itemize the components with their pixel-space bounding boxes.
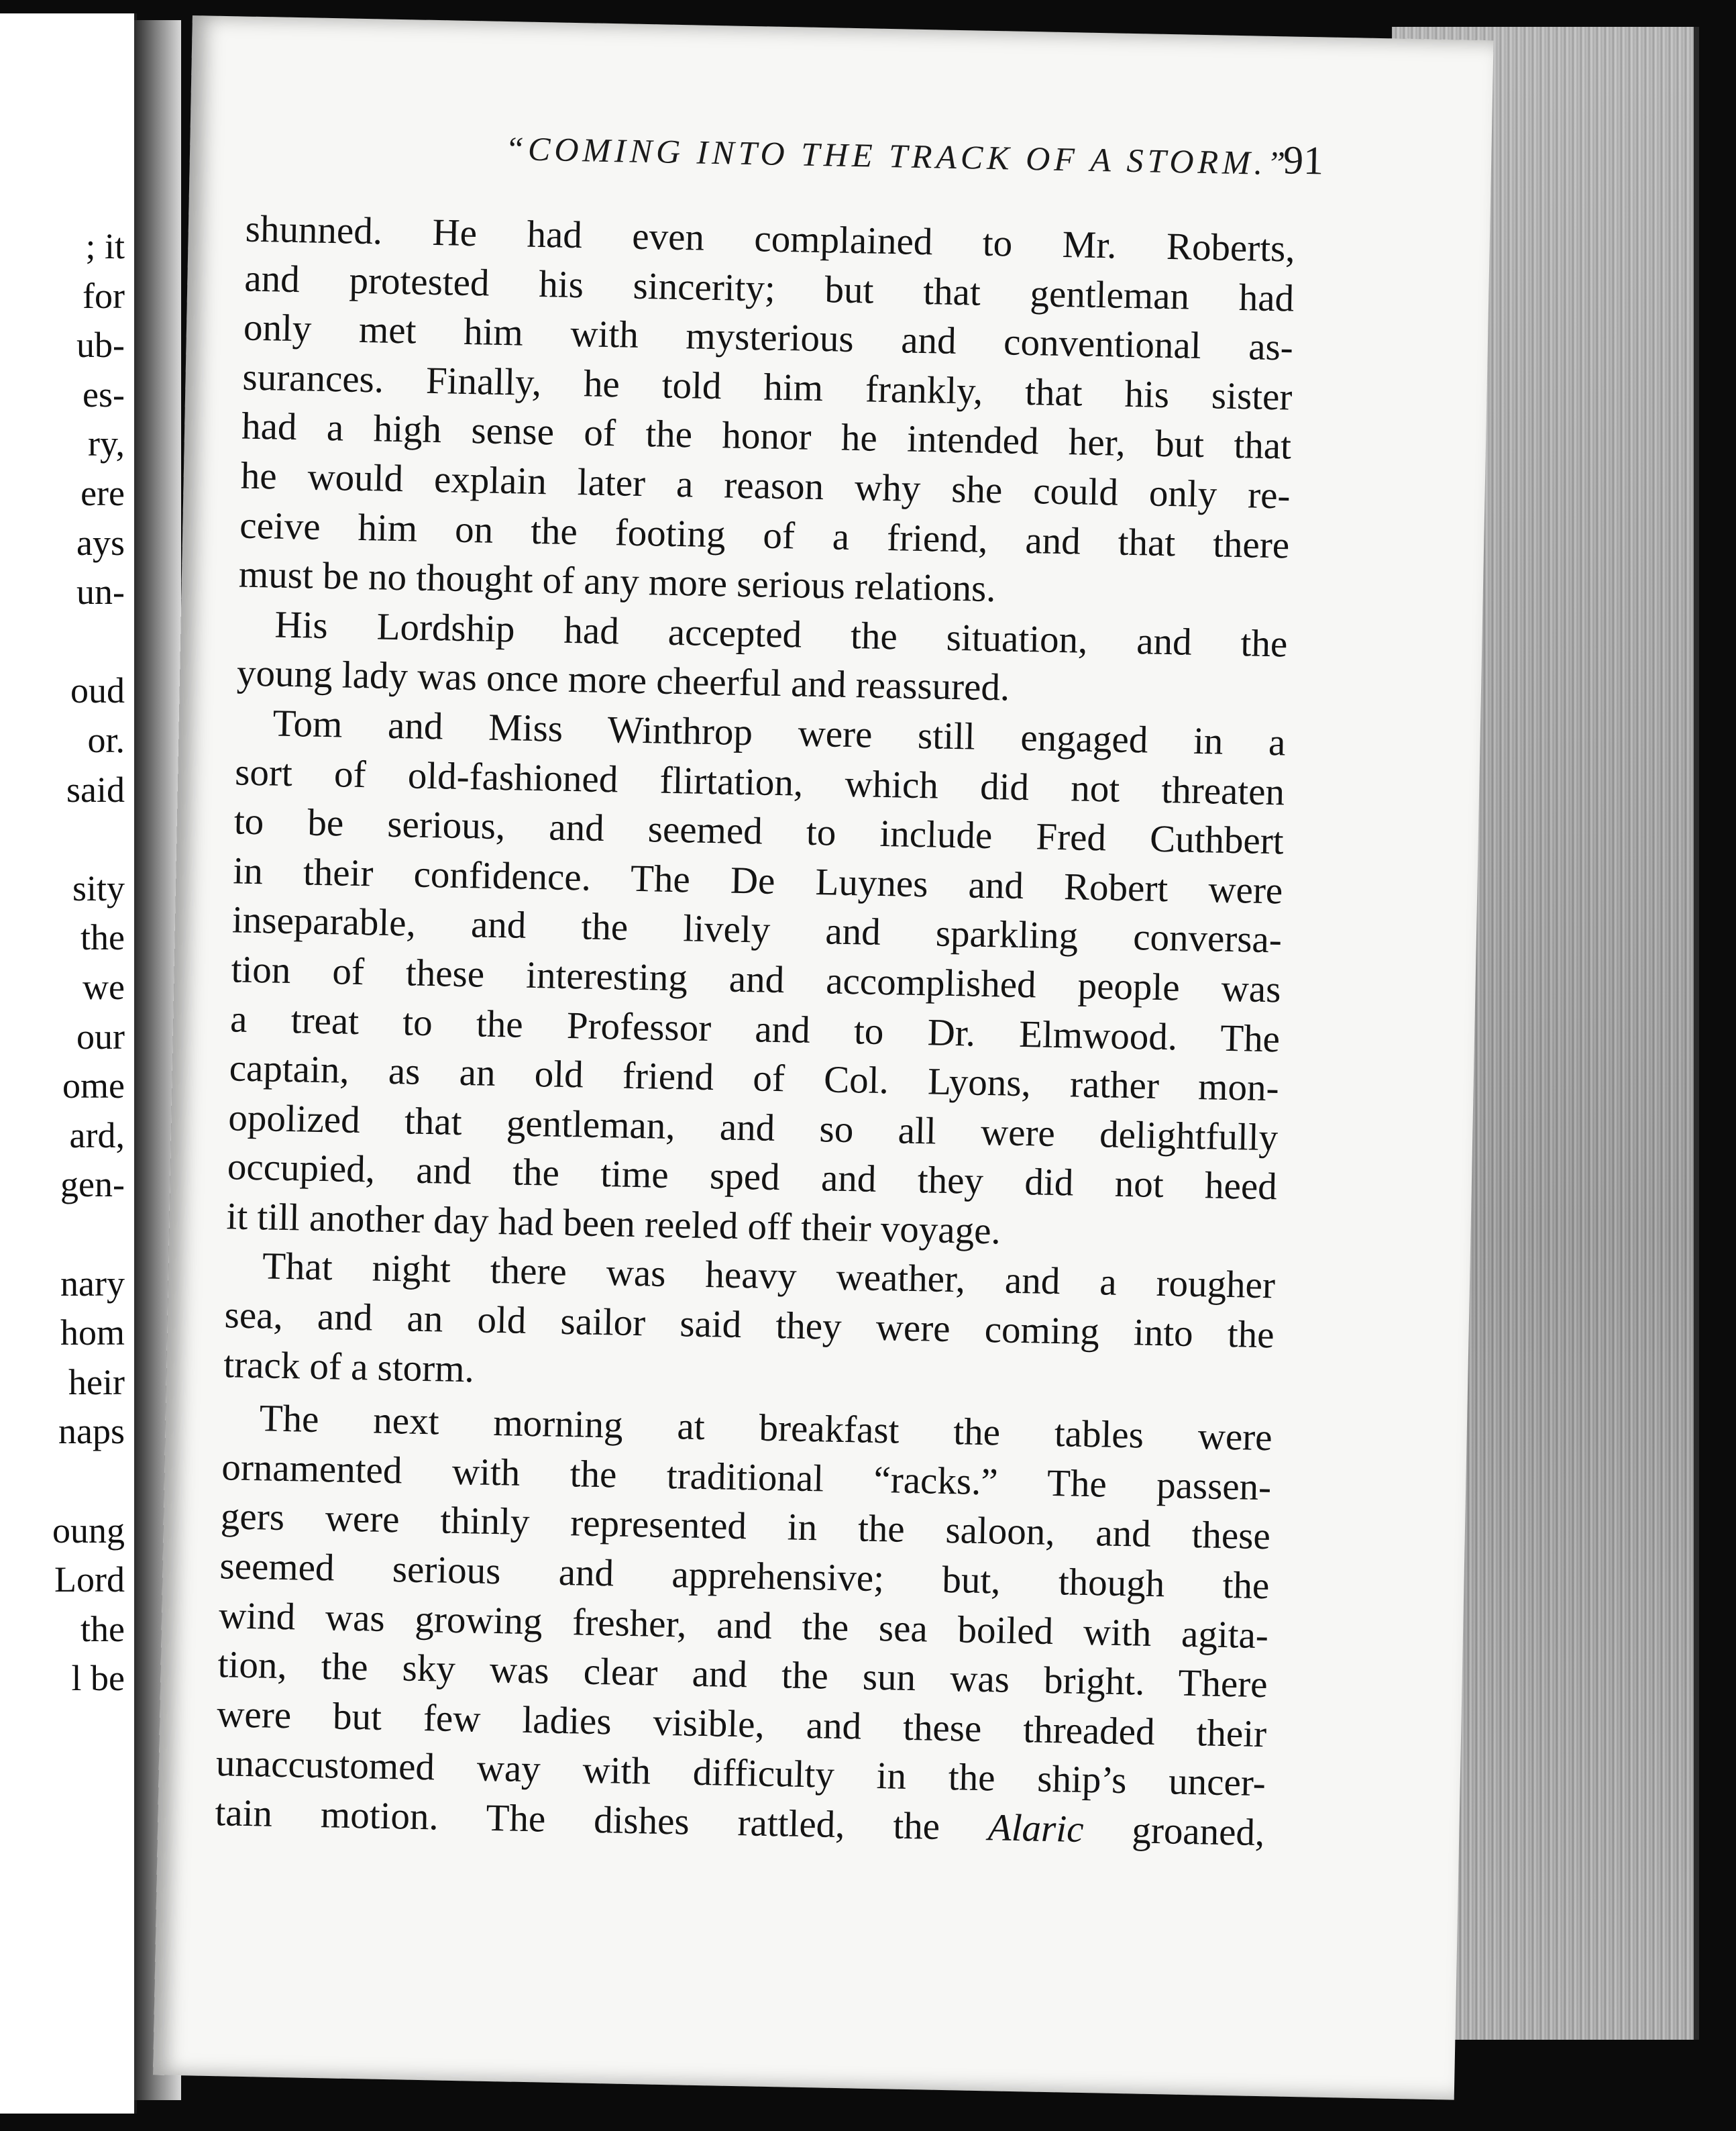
- book-page: [153, 15, 1494, 2100]
- previous-page: [0, 13, 137, 2114]
- text-line: a treat to the Professor and to Dr. Elmwood. The: [229, 997, 1281, 1060]
- text-line: surances. Finally, he told him frankly, that his sister: [242, 356, 1293, 419]
- previous-page-line: sity: [72, 868, 125, 908]
- text-line: to be serious, and seemed to include Fred Cuthbert: [233, 800, 1285, 863]
- previous-page-line: es-: [83, 374, 125, 415]
- running-head-title: “COMING INTO THE TRACK OF A STORM.”: [504, 129, 1290, 183]
- text-line: had a high sense of the honor he intended her, but that: [241, 405, 1292, 468]
- previous-page-line: ays: [76, 522, 125, 563]
- text-line: occupied, and the time sped and they did not heed: [227, 1145, 1278, 1208]
- text-line: track of a storm.: [223, 1343, 475, 1391]
- text-line: in their confidence. The De Luynes and Robert were: [232, 849, 1283, 913]
- text-segment: groaned,: [1083, 1808, 1265, 1855]
- text-line: sort of old-fashioned flirtation, which did not threaten: [234, 750, 1285, 813]
- body-text: [215, 205, 1295, 1858]
- text-line: That night there was heavy weather, and a rougher: [262, 1245, 1276, 1307]
- text-line: opolized that gentleman, and so all were delightfully: [227, 1096, 1279, 1159]
- previous-page-line: the: [80, 917, 125, 958]
- text-line: only met him with mysterious and conventional as-: [243, 306, 1294, 369]
- text-segment: tain motion. The dishes rattled, the: [214, 1791, 989, 1849]
- previous-page-line: hom: [60, 1312, 125, 1353]
- text-line: young lady was once more cheerful and reassured.: [236, 652, 1010, 709]
- text-line: tion, the sky was clear and the sun was bright. There: [217, 1643, 1268, 1706]
- ship-name: Alaric: [987, 1806, 1085, 1851]
- previous-page-line: said: [66, 769, 125, 810]
- previous-page-line: nary: [60, 1263, 125, 1304]
- text-line: were but few ladies visible, and these threaded their: [216, 1692, 1267, 1756]
- text-line: tion of these interesting and accomplished people was: [231, 948, 1281, 1011]
- previous-page-line: ere: [80, 473, 125, 513]
- text-line: His Lordship had accepted the situation, and the: [274, 603, 1288, 666]
- previous-page-line: oud: [70, 670, 125, 711]
- text-line: and protested his sincerity; but that gentleman had: [243, 257, 1295, 320]
- text-line: ceive him on the footing of a friend, and that there: [239, 504, 1290, 567]
- previous-page-line: for: [83, 275, 125, 316]
- page-number: 91: [1283, 138, 1324, 183]
- text-line: gers were thinly represented in the saloon, and these: [220, 1495, 1271, 1558]
- text-line: sea, and an old sailor said they were coming into the: [224, 1294, 1275, 1357]
- text-line: he would explain later a reason why she could only re-: [240, 454, 1291, 517]
- previous-page-line: the: [80, 1608, 125, 1649]
- previous-page-line: heir: [68, 1361, 125, 1402]
- previous-page-line: gen-: [60, 1164, 125, 1205]
- text-line: it till another day had been reeled off their voyage.: [226, 1195, 1001, 1253]
- previous-page-line: l be: [71, 1658, 125, 1699]
- previous-page-line: ome: [62, 1066, 125, 1106]
- previous-page-line: or.: [87, 720, 125, 760]
- previous-page-line: ; it: [85, 226, 125, 266]
- text-line: must be no thought of any more serious relations.: [238, 553, 997, 611]
- previous-page-line: naps: [58, 1411, 125, 1452]
- previous-page-line: un-: [76, 572, 125, 613]
- previous-page-line: ry,: [88, 423, 125, 464]
- text-line: shunned. He had even complained to Mr. Roberts,: [245, 207, 1296, 270]
- text-line: Tom and Miss Winthrop were still engaged in a: [272, 702, 1287, 764]
- previous-page-line: we: [83, 967, 125, 1007]
- text-line: The next morning at breakfast the tables were: [259, 1397, 1273, 1459]
- text-line: wind was growing fresher, and the sea boiled with agita-: [218, 1594, 1269, 1657]
- text-line: unaccustomed way with difficulty in the ship’s uncer-: [215, 1742, 1266, 1805]
- previous-page-line: ub-: [76, 325, 125, 366]
- previous-page-line: oung: [52, 1510, 125, 1551]
- text-line: inseparable, and the lively and sparkling conversa-: [231, 898, 1283, 961]
- previous-page-line: ard,: [69, 1114, 125, 1155]
- text-line: ornamented with the traditional “racks.” The passen-: [221, 1446, 1272, 1509]
- previous-page-line: Lord: [54, 1559, 125, 1600]
- text-line: seemed serious and apprehensive; but, though the: [219, 1545, 1270, 1608]
- previous-page-line: our: [76, 1016, 125, 1057]
- text-line: captain, as an old friend of Col. Lyons, rather mon-: [229, 1047, 1280, 1110]
